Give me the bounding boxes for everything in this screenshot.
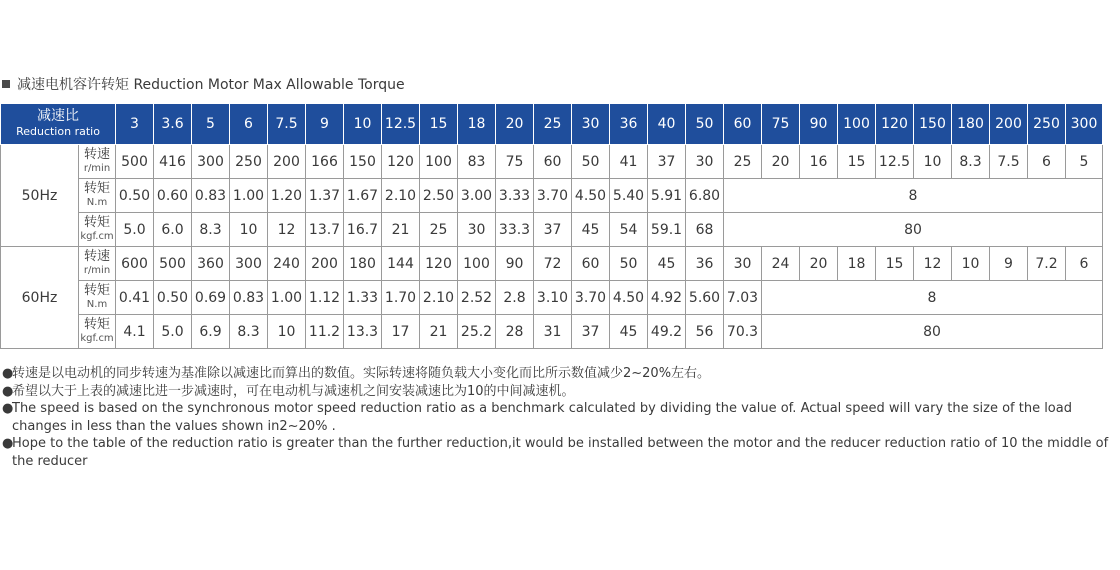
bullet-icon: ● — [2, 436, 14, 452]
merged-value-cell: 80 — [762, 315, 1103, 349]
note-text: 希望以大于上表的减速比进一步减速时，可在电动机与减速机之间安装减速比为10的中间减速机。 — [12, 383, 575, 399]
value-cell: 416 — [154, 145, 192, 179]
value-cell: 60 — [572, 247, 610, 281]
parameter-unit: r/min — [83, 162, 111, 174]
value-cell: 60 — [534, 145, 572, 179]
reduction-ratio-header-cn: 减速比 — [37, 108, 79, 124]
value-cell: 166 — [306, 145, 344, 179]
section-title — [2, 76, 405, 94]
value-cell: 3.70 — [572, 281, 610, 315]
ratio-header-cell: 120 — [876, 104, 914, 145]
value-cell: 120 — [420, 247, 458, 281]
value-cell: 8.3 — [952, 145, 990, 179]
ratio-header-cell: 20 — [496, 104, 534, 145]
ratio-header-cell: 18 — [458, 104, 496, 145]
value-cell: 68 — [686, 213, 724, 247]
value-cell: 41 — [610, 145, 648, 179]
value-cell: 6.0 — [154, 213, 192, 247]
value-cell: 90 — [496, 247, 534, 281]
value-cell: 2.52 — [458, 281, 496, 315]
reduction-ratio-header-en: Reduction ratio — [16, 125, 100, 138]
parameter-name: 转矩 — [84, 180, 111, 196]
value-cell: 240 — [268, 247, 306, 281]
ratio-header-cell: 300 — [1066, 104, 1103, 145]
value-cell: 600 — [116, 247, 154, 281]
value-cell: 37 — [572, 315, 610, 349]
value-cell: 50 — [572, 145, 610, 179]
parameter-label-cell — [79, 281, 116, 315]
value-cell: 3.10 — [534, 281, 572, 315]
value-cell: 0.50 — [154, 281, 192, 315]
note-item — [2, 365, 1118, 383]
value-cell: 6 — [1028, 145, 1066, 179]
ratio-header-cell: 3.6 — [154, 104, 192, 145]
value-cell: 2.10 — [420, 281, 458, 315]
bullet-icon: ● — [2, 401, 14, 417]
value-cell: 300 — [230, 247, 268, 281]
value-cell: 11.2 — [306, 315, 344, 349]
value-cell: 16.7 — [344, 213, 382, 247]
value-cell: 100 — [420, 145, 458, 179]
value-cell: 2.8 — [496, 281, 534, 315]
value-cell: 30 — [724, 247, 762, 281]
value-cell: 300 — [192, 145, 230, 179]
value-cell: 13.3 — [344, 315, 382, 349]
value-cell: 36 — [686, 247, 724, 281]
value-cell: 2.10 — [382, 179, 420, 213]
value-cell: 1.33 — [344, 281, 382, 315]
parameter-unit: kgf.cm — [80, 332, 114, 344]
value-cell: 7.2 — [1028, 247, 1066, 281]
value-cell: 83 — [458, 145, 496, 179]
value-cell: 17 — [382, 315, 420, 349]
bullet-icon: ● — [2, 366, 14, 381]
table-row — [1, 247, 1103, 281]
ratio-header-cell: 90 — [800, 104, 838, 145]
parameter-label-cell — [79, 213, 116, 247]
merged-value-cell: 80 — [724, 213, 1103, 247]
value-cell: 49.2 — [648, 315, 686, 349]
value-cell: 37 — [534, 213, 572, 247]
value-cell: 360 — [192, 247, 230, 281]
ratio-header-cell: 15 — [420, 104, 458, 145]
value-cell: 37 — [648, 145, 686, 179]
note-item — [2, 383, 1118, 401]
ratio-header-cell: 200 — [990, 104, 1028, 145]
parameter-name: 转矩 — [84, 316, 111, 332]
note-item — [2, 435, 1118, 470]
value-cell: 6.9 — [192, 315, 230, 349]
ratio-header-cell: 12.5 — [382, 104, 420, 145]
ratio-header-cell: 180 — [952, 104, 990, 145]
torque-table — [0, 103, 1103, 349]
value-cell: 4.50 — [610, 281, 648, 315]
value-cell: 0.83 — [192, 179, 230, 213]
value-cell: 5.91 — [648, 179, 686, 213]
value-cell: 100 — [458, 247, 496, 281]
value-cell: 45 — [572, 213, 610, 247]
merged-value-cell: 8 — [762, 281, 1103, 315]
ratio-header-cell: 10 — [344, 104, 382, 145]
frequency-cell: 60Hz — [1, 247, 79, 349]
value-cell: 1.12 — [306, 281, 344, 315]
value-cell: 45 — [648, 247, 686, 281]
parameter-label-cell — [79, 179, 116, 213]
table-row — [1, 213, 1103, 247]
note-text: 转速是以电动机的同步转速为基准除以减速比而算出的数值。实际转速将随负载大小变化而比所示数值减少2~20%左右。 — [12, 366, 711, 381]
value-cell: 0.50 — [116, 179, 154, 213]
value-cell: 120 — [382, 145, 420, 179]
frequency-cell: 50Hz — [1, 145, 79, 247]
value-cell: 45 — [610, 315, 648, 349]
parameter-name: 转速 — [84, 248, 111, 264]
ratio-header-cell: 30 — [572, 104, 610, 145]
value-cell: 21 — [382, 213, 420, 247]
ratio-header-cell: 3 — [116, 104, 154, 145]
ratio-header-cell: 6 — [230, 104, 268, 145]
value-cell: 500 — [116, 145, 154, 179]
notes — [2, 365, 1118, 471]
value-cell: 200 — [268, 145, 306, 179]
note-text: The speed is based on the synchronous motor speed reduction ratio as a benchmark calculated by dividing the value of. Actual speed will vary the size of the load changes in less than the values shown in2~20% . — [12, 401, 1072, 434]
value-cell: 12.5 — [876, 145, 914, 179]
value-cell: 4.1 — [116, 315, 154, 349]
value-cell: 6.80 — [686, 179, 724, 213]
table-row — [1, 145, 1103, 179]
value-cell: 200 — [306, 247, 344, 281]
parameter-unit: N.m — [86, 196, 108, 208]
note-item — [2, 400, 1118, 435]
ratio-header-cell: 25 — [534, 104, 572, 145]
value-cell: 59.1 — [648, 213, 686, 247]
parameter-name: 转矩 — [84, 214, 111, 230]
value-cell: 5 — [1066, 145, 1103, 179]
ratio-header-cell: 50 — [686, 104, 724, 145]
value-cell: 24 — [762, 247, 800, 281]
value-cell: 3.70 — [534, 179, 572, 213]
value-cell: 30 — [458, 213, 496, 247]
value-cell: 72 — [534, 247, 572, 281]
value-cell: 180 — [344, 247, 382, 281]
value-cell: 1.00 — [268, 281, 306, 315]
reduction-ratio-header — [1, 104, 116, 145]
value-cell: 10 — [230, 213, 268, 247]
value-cell: 1.00 — [230, 179, 268, 213]
parameter-name: 转矩 — [84, 282, 111, 298]
ratio-header-cell: 60 — [724, 104, 762, 145]
value-cell: 31 — [534, 315, 572, 349]
value-cell: 0.69 — [192, 281, 230, 315]
ratio-header-cell: 250 — [1028, 104, 1066, 145]
value-cell: 15 — [876, 247, 914, 281]
value-cell: 3.33 — [496, 179, 534, 213]
parameter-label-cell — [79, 315, 116, 349]
value-cell: 28 — [496, 315, 534, 349]
value-cell: 150 — [344, 145, 382, 179]
ratio-header-cell: 150 — [914, 104, 952, 145]
value-cell: 5.60 — [686, 281, 724, 315]
value-cell: 7.5 — [990, 145, 1028, 179]
value-cell: 25.2 — [458, 315, 496, 349]
value-cell: 1.70 — [382, 281, 420, 315]
value-cell: 75 — [496, 145, 534, 179]
merged-value-cell: 8 — [724, 179, 1103, 213]
bullet-icon: ● — [2, 383, 14, 399]
value-cell: 10 — [268, 315, 306, 349]
value-cell: 10 — [952, 247, 990, 281]
value-cell: 50 — [610, 247, 648, 281]
value-cell: 15 — [838, 145, 876, 179]
value-cell: 3.00 — [458, 179, 496, 213]
ratio-header-cell: 7.5 — [268, 104, 306, 145]
value-cell: 56 — [686, 315, 724, 349]
value-cell: 10 — [914, 145, 952, 179]
value-cell: 1.37 — [306, 179, 344, 213]
value-cell: 20 — [800, 247, 838, 281]
value-cell: 6 — [1066, 247, 1103, 281]
value-cell: 12 — [914, 247, 952, 281]
parameter-name: 转速 — [84, 146, 111, 162]
ratio-header-cell: 75 — [762, 104, 800, 145]
value-cell: 16 — [800, 145, 838, 179]
value-cell: 54 — [610, 213, 648, 247]
value-cell: 5.0 — [154, 315, 192, 349]
value-cell: 0.41 — [116, 281, 154, 315]
note-text: Hope to the table of the reduction ratio is greater than the further reduction,it would be installed between the motor and the reducer reduction ratio of 10 the middle of the reducer — [12, 436, 1109, 469]
parameter-label-cell — [79, 145, 116, 179]
table-row — [1, 315, 1103, 349]
value-cell: 4.92 — [648, 281, 686, 315]
value-cell: 70.3 — [724, 315, 762, 349]
header-row — [1, 104, 1103, 145]
value-cell: 7.03 — [724, 281, 762, 315]
value-cell: 4.50 — [572, 179, 610, 213]
parameter-unit: r/min — [83, 264, 111, 276]
ratio-header-cell: 100 — [838, 104, 876, 145]
value-cell: 25 — [724, 145, 762, 179]
value-cell: 13.7 — [306, 213, 344, 247]
parameter-unit: kgf.cm — [80, 230, 114, 242]
value-cell: 8.3 — [230, 315, 268, 349]
value-cell: 5.40 — [610, 179, 648, 213]
value-cell: 20 — [762, 145, 800, 179]
ratio-header-cell: 9 — [306, 104, 344, 145]
ratio-header-cell: 36 — [610, 104, 648, 145]
value-cell: 0.83 — [230, 281, 268, 315]
value-cell: 500 — [154, 247, 192, 281]
parameter-unit: N.m — [86, 298, 108, 310]
value-cell: 12 — [268, 213, 306, 247]
value-cell: 144 — [382, 247, 420, 281]
value-cell: 1.67 — [344, 179, 382, 213]
ratio-header-cell: 40 — [648, 104, 686, 145]
parameter-label-cell — [79, 247, 116, 281]
section-title-text: 减速电机容许转矩 Reduction Motor Max Allowable Torque — [17, 77, 405, 93]
value-cell: 25 — [420, 213, 458, 247]
value-cell: 33.3 — [496, 213, 534, 247]
value-cell: 18 — [838, 247, 876, 281]
value-cell: 1.20 — [268, 179, 306, 213]
value-cell: 30 — [686, 145, 724, 179]
table-row — [1, 179, 1103, 213]
value-cell: 8.3 — [192, 213, 230, 247]
square-bullet-icon — [2, 80, 10, 88]
value-cell: 0.60 — [154, 179, 192, 213]
table-row — [1, 281, 1103, 315]
value-cell: 5.0 — [116, 213, 154, 247]
value-cell: 2.50 — [420, 179, 458, 213]
value-cell: 250 — [230, 145, 268, 179]
value-cell: 21 — [420, 315, 458, 349]
ratio-header-cell: 5 — [192, 104, 230, 145]
value-cell: 9 — [990, 247, 1028, 281]
